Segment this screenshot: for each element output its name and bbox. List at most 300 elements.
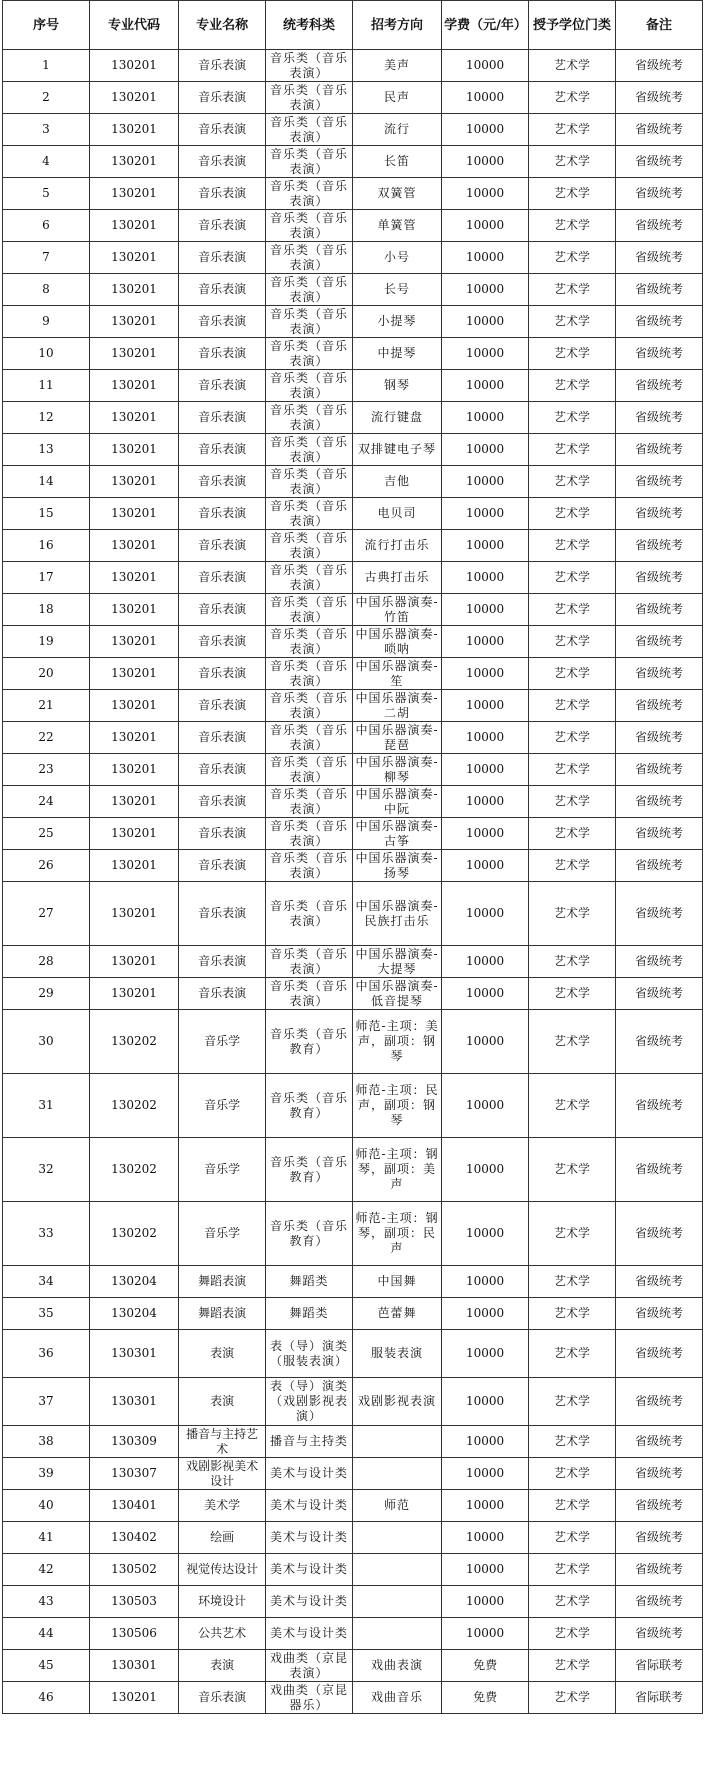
cell-degree: 艺术学 (529, 274, 616, 306)
cell-tuition: 10000 (442, 1458, 529, 1490)
cell-major-name: 音乐表演 (179, 178, 266, 210)
cell-tuition: 10000 (442, 1586, 529, 1618)
table-row (3, 1554, 703, 1586)
cell-exam-category: 音乐类（音乐表演） (266, 530, 353, 562)
cell-tuition: 10000 (442, 1426, 529, 1458)
cell-major-name: 音乐表演 (179, 242, 266, 274)
cell-remarks: 省级统考 (615, 1074, 702, 1138)
cell-direction: 民声 (352, 82, 441, 114)
cell-degree: 艺术学 (529, 306, 616, 338)
cell-degree: 艺术学 (529, 1650, 616, 1682)
cell-exam-category: 音乐类（音乐表演） (266, 466, 353, 498)
cell-exam-category: 音乐类（音乐表演） (266, 722, 353, 754)
cell-index: 42 (3, 1554, 90, 1586)
cell-index: 13 (3, 434, 90, 466)
table-row (3, 850, 703, 882)
cell-tuition: 10000 (442, 946, 529, 978)
cell-direction: 戏曲表演 (352, 1650, 441, 1682)
cell-major-name: 音乐表演 (179, 722, 266, 754)
table-row (3, 1298, 703, 1330)
cell-degree: 艺术学 (529, 818, 616, 850)
table-row (3, 1618, 703, 1650)
cell-major-name: 音乐表演 (179, 658, 266, 690)
cell-index: 37 (3, 1378, 90, 1426)
cell-exam-category: 音乐类（音乐表演） (266, 50, 353, 82)
cell-tuition: 10000 (442, 1266, 529, 1298)
cell-tuition: 10000 (442, 1378, 529, 1426)
cell-exam-category: 音乐类（音乐教育） (266, 1010, 353, 1074)
cell-degree: 艺术学 (529, 1298, 616, 1330)
cell-exam-category: 美术与设计类 (266, 1458, 353, 1490)
cell-major-name: 音乐表演 (179, 338, 266, 370)
table-row (3, 1682, 703, 1714)
cell-degree: 艺术学 (529, 1682, 616, 1714)
cell-remarks: 省级统考 (615, 1426, 702, 1458)
cell-tuition: 10000 (442, 306, 529, 338)
col-header-tuition: 学费（元/年） (442, 1, 529, 50)
cell-remarks: 省级统考 (615, 146, 702, 178)
cell-tuition: 10000 (442, 818, 529, 850)
cell-degree: 艺术学 (529, 1618, 616, 1650)
cell-remarks: 省级统考 (615, 786, 702, 818)
cell-index: 44 (3, 1618, 90, 1650)
table-row (3, 466, 703, 498)
cell-degree: 艺术学 (529, 466, 616, 498)
cell-major-name: 音乐表演 (179, 1682, 266, 1714)
col-header-direction: 招考方向 (352, 1, 441, 50)
cell-direction: 师范-主项：钢琴，副项：美声 (352, 1138, 441, 1202)
cell-major-name: 表演 (179, 1650, 266, 1682)
table-row (3, 786, 703, 818)
table-row (3, 178, 703, 210)
cell-direction: 美声 (352, 50, 441, 82)
cell-exam-category: 音乐类（音乐教育） (266, 1074, 353, 1138)
cell-index: 29 (3, 978, 90, 1010)
table-row (3, 1458, 703, 1490)
table-row (3, 402, 703, 434)
cell-direction: 双簧管 (352, 178, 441, 210)
cell-tuition: 10000 (442, 1074, 529, 1138)
cell-degree: 艺术学 (529, 530, 616, 562)
cell-major-name: 音乐表演 (179, 466, 266, 498)
cell-index: 31 (3, 1074, 90, 1138)
table-row (3, 306, 703, 338)
table-row (3, 434, 703, 466)
cell-major-code: 130201 (89, 242, 178, 274)
cell-remarks: 省级统考 (615, 274, 702, 306)
cell-direction (352, 1458, 441, 1490)
table-row (3, 210, 703, 242)
cell-direction (352, 1586, 441, 1618)
cell-major-name: 戏剧影视美术设计 (179, 1458, 266, 1490)
cell-index: 22 (3, 722, 90, 754)
cell-remarks: 省级统考 (615, 850, 702, 882)
cell-direction: 电贝司 (352, 498, 441, 530)
cell-exam-category: 音乐类（音乐表演） (266, 178, 353, 210)
cell-tuition: 10000 (442, 146, 529, 178)
cell-direction: 长号 (352, 274, 441, 306)
cell-tuition: 10000 (442, 1010, 529, 1074)
cell-degree: 艺术学 (529, 562, 616, 594)
cell-tuition: 10000 (442, 1202, 529, 1266)
cell-tuition: 10000 (442, 882, 529, 946)
cell-exam-category: 音乐类（音乐表演） (266, 562, 353, 594)
cell-major-name: 公共艺术 (179, 1618, 266, 1650)
table-row (3, 274, 703, 306)
cell-index: 32 (3, 1138, 90, 1202)
cell-remarks: 省级统考 (615, 1330, 702, 1378)
cell-direction: 中国乐器演奏-中阮 (352, 786, 441, 818)
cell-index: 45 (3, 1650, 90, 1682)
cell-degree: 艺术学 (529, 370, 616, 402)
cell-major-name: 音乐表演 (179, 818, 266, 850)
cell-index: 4 (3, 146, 90, 178)
cell-major-code: 130201 (89, 594, 178, 626)
cell-exam-category: 舞蹈类 (266, 1298, 353, 1330)
cell-major-name: 音乐表演 (179, 754, 266, 786)
cell-tuition: 10000 (442, 338, 529, 370)
cell-tuition: 10000 (442, 722, 529, 754)
cell-tuition: 10000 (442, 1490, 529, 1522)
cell-direction: 双排键电子琴 (352, 434, 441, 466)
cell-degree: 艺术学 (529, 1202, 616, 1266)
cell-index: 2 (3, 82, 90, 114)
cell-major-code: 130301 (89, 1378, 178, 1426)
cell-exam-category: 音乐类（音乐表演） (266, 594, 353, 626)
cell-remarks: 省级统考 (615, 82, 702, 114)
cell-degree: 艺术学 (529, 1522, 616, 1554)
cell-major-code: 130201 (89, 50, 178, 82)
cell-index: 15 (3, 498, 90, 530)
cell-exam-category: 音乐类（音乐表演） (266, 402, 353, 434)
table-row (3, 1522, 703, 1554)
cell-remarks: 省级统考 (615, 594, 702, 626)
cell-exam-category: 播音与主持类 (266, 1426, 353, 1458)
cell-remarks: 省级统考 (615, 978, 702, 1010)
cell-index: 9 (3, 306, 90, 338)
cell-tuition: 10000 (442, 786, 529, 818)
cell-major-code: 130201 (89, 786, 178, 818)
cell-major-name: 表演 (179, 1330, 266, 1378)
cell-major-code: 130506 (89, 1618, 178, 1650)
table-row (3, 1426, 703, 1458)
cell-direction: 中国乐器演奏-低音提琴 (352, 978, 441, 1010)
cell-major-name: 舞蹈表演 (179, 1298, 266, 1330)
cell-direction: 中国乐器演奏-二胡 (352, 690, 441, 722)
cell-tuition: 10000 (442, 114, 529, 146)
cell-major-code: 130201 (89, 498, 178, 530)
cell-major-code: 130201 (89, 178, 178, 210)
cell-exam-category: 音乐类（音乐表演） (266, 146, 353, 178)
cell-remarks: 省级统考 (615, 626, 702, 658)
cell-major-code: 130201 (89, 850, 178, 882)
cell-major-code: 130401 (89, 1490, 178, 1522)
cell-tuition: 10000 (442, 1618, 529, 1650)
cell-remarks: 省级统考 (615, 50, 702, 82)
cell-major-name: 音乐表演 (179, 434, 266, 466)
cell-index: 40 (3, 1490, 90, 1522)
cell-degree: 艺术学 (529, 690, 616, 722)
cell-direction: 中国舞 (352, 1266, 441, 1298)
cell-remarks: 省级统考 (615, 722, 702, 754)
table-row (3, 946, 703, 978)
cell-direction: 古典打击乐 (352, 562, 441, 594)
cell-major-code: 130201 (89, 978, 178, 1010)
cell-degree: 艺术学 (529, 786, 616, 818)
cell-exam-category: 音乐类（音乐表演） (266, 786, 353, 818)
cell-remarks: 省际联考 (615, 1650, 702, 1682)
cell-index: 25 (3, 818, 90, 850)
cell-degree: 艺术学 (529, 658, 616, 690)
cell-remarks: 省级统考 (615, 210, 702, 242)
cell-degree: 艺术学 (529, 82, 616, 114)
cell-index: 12 (3, 402, 90, 434)
cell-exam-category: 表（导）演类（戏剧影视表演） (266, 1378, 353, 1426)
cell-direction: 吉他 (352, 466, 441, 498)
col-header-major-name: 专业名称 (179, 1, 266, 50)
cell-exam-category: 美术与设计类 (266, 1554, 353, 1586)
admissions-table (2, 0, 703, 1714)
cell-major-code: 130402 (89, 1522, 178, 1554)
table-row (3, 1586, 703, 1618)
cell-tuition: 10000 (442, 1330, 529, 1378)
cell-remarks: 省级统考 (615, 1554, 702, 1586)
cell-major-name: 音乐表演 (179, 82, 266, 114)
cell-tuition: 10000 (442, 658, 529, 690)
cell-major-code: 130201 (89, 146, 178, 178)
cell-index: 35 (3, 1298, 90, 1330)
cell-tuition: 10000 (442, 402, 529, 434)
cell-remarks: 省级统考 (615, 754, 702, 786)
cell-tuition: 10000 (442, 1522, 529, 1554)
cell-remarks: 省级统考 (615, 882, 702, 946)
cell-major-name: 音乐表演 (179, 402, 266, 434)
cell-major-name: 绘画 (179, 1522, 266, 1554)
cell-exam-category: 音乐类（音乐表演） (266, 626, 353, 658)
cell-index: 46 (3, 1682, 90, 1714)
cell-major-code: 130201 (89, 882, 178, 946)
cell-exam-category: 美术与设计类 (266, 1522, 353, 1554)
cell-major-code: 130201 (89, 210, 178, 242)
cell-index: 23 (3, 754, 90, 786)
cell-degree: 艺术学 (529, 50, 616, 82)
cell-remarks: 省级统考 (615, 530, 702, 562)
cell-major-name: 音乐表演 (179, 850, 266, 882)
cell-degree: 艺术学 (529, 114, 616, 146)
cell-index: 33 (3, 1202, 90, 1266)
cell-index: 24 (3, 786, 90, 818)
cell-major-name: 音乐学 (179, 1138, 266, 1202)
cell-direction: 师范-主项：民声，副项：钢琴 (352, 1074, 441, 1138)
cell-tuition: 10000 (442, 50, 529, 82)
cell-major-code: 130502 (89, 1554, 178, 1586)
cell-remarks: 省级统考 (615, 1490, 702, 1522)
cell-degree: 艺术学 (529, 626, 616, 658)
cell-tuition: 10000 (442, 850, 529, 882)
cell-degree: 艺术学 (529, 1138, 616, 1202)
cell-direction: 服装表演 (352, 1330, 441, 1378)
cell-remarks: 省际联考 (615, 1682, 702, 1714)
cell-remarks: 省级统考 (615, 306, 702, 338)
cell-major-name: 音乐表演 (179, 690, 266, 722)
cell-direction: 芭蕾舞 (352, 1298, 441, 1330)
cell-index: 19 (3, 626, 90, 658)
cell-degree: 艺术学 (529, 1330, 616, 1378)
cell-direction: 中国乐器演奏-笙 (352, 658, 441, 690)
table-row (3, 242, 703, 274)
table-row (3, 818, 703, 850)
cell-direction: 中国乐器演奏-民族打击乐 (352, 882, 441, 946)
col-header-major-code: 专业代码 (89, 1, 178, 50)
table-row (3, 498, 703, 530)
cell-major-code: 130202 (89, 1010, 178, 1074)
cell-exam-category: 音乐类（音乐教育） (266, 1202, 353, 1266)
cell-degree: 艺术学 (529, 850, 616, 882)
cell-index: 43 (3, 1586, 90, 1618)
cell-remarks: 省级统考 (615, 1138, 702, 1202)
cell-direction: 流行键盘 (352, 402, 441, 434)
cell-exam-category: 音乐类（音乐表演） (266, 754, 353, 786)
cell-exam-category: 音乐类（音乐表演） (266, 658, 353, 690)
cell-remarks: 省级统考 (615, 178, 702, 210)
cell-remarks: 省级统考 (615, 1298, 702, 1330)
cell-tuition: 10000 (442, 1138, 529, 1202)
cell-degree: 艺术学 (529, 210, 616, 242)
cell-index: 18 (3, 594, 90, 626)
cell-major-code: 130202 (89, 1074, 178, 1138)
cell-degree: 艺术学 (529, 978, 616, 1010)
cell-index: 28 (3, 946, 90, 978)
cell-exam-category: 音乐类（音乐表演） (266, 882, 353, 946)
cell-major-code: 130301 (89, 1330, 178, 1378)
cell-major-code: 130201 (89, 114, 178, 146)
table-row (3, 722, 703, 754)
cell-exam-category: 音乐类（音乐表演） (266, 370, 353, 402)
cell-exam-category: 音乐类（音乐表演） (266, 82, 353, 114)
cell-direction: 中国乐器演奏-竹笛 (352, 594, 441, 626)
cell-tuition: 10000 (442, 498, 529, 530)
cell-remarks: 省级统考 (615, 1618, 702, 1650)
table-row (3, 562, 703, 594)
cell-exam-category: 美术与设计类 (266, 1618, 353, 1650)
cell-major-name: 环境设计 (179, 1586, 266, 1618)
cell-tuition: 免费 (442, 1682, 529, 1714)
cell-exam-category: 音乐类（音乐表演） (266, 850, 353, 882)
cell-major-name: 音乐表演 (179, 594, 266, 626)
table-row (3, 1490, 703, 1522)
cell-index: 20 (3, 658, 90, 690)
cell-major-code: 130201 (89, 690, 178, 722)
cell-major-name: 音乐表演 (179, 274, 266, 306)
cell-remarks: 省级统考 (615, 402, 702, 434)
cell-exam-category: 音乐类（音乐表演） (266, 242, 353, 274)
cell-tuition: 免费 (442, 1650, 529, 1682)
cell-index: 30 (3, 1010, 90, 1074)
table-row (3, 1202, 703, 1266)
cell-major-code: 130201 (89, 946, 178, 978)
cell-direction (352, 1554, 441, 1586)
cell-major-code: 130201 (89, 754, 178, 786)
cell-major-code: 130201 (89, 626, 178, 658)
cell-major-code: 130201 (89, 82, 178, 114)
cell-index: 3 (3, 114, 90, 146)
cell-major-name: 音乐表演 (179, 786, 266, 818)
table-row (3, 1138, 703, 1202)
cell-degree: 艺术学 (529, 338, 616, 370)
cell-remarks: 省级统考 (615, 1378, 702, 1426)
table-row (3, 530, 703, 562)
table-row (3, 882, 703, 946)
cell-direction: 戏曲音乐 (352, 1682, 441, 1714)
cell-major-name: 音乐表演 (179, 370, 266, 402)
cell-exam-category: 戏曲类（京昆表演） (266, 1650, 353, 1682)
cell-exam-category: 音乐类（音乐教育） (266, 1138, 353, 1202)
cell-major-code: 130202 (89, 1138, 178, 1202)
cell-index: 27 (3, 882, 90, 946)
col-header-exam-category: 统考科类 (266, 1, 353, 50)
cell-direction: 长笛 (352, 146, 441, 178)
cell-degree: 艺术学 (529, 882, 616, 946)
cell-degree: 艺术学 (529, 594, 616, 626)
cell-exam-category: 音乐类（音乐表演） (266, 210, 353, 242)
cell-major-code: 130201 (89, 306, 178, 338)
table-row (3, 1650, 703, 1682)
cell-degree: 艺术学 (529, 434, 616, 466)
col-header-index: 序号 (3, 1, 90, 50)
cell-major-name: 音乐表演 (179, 626, 266, 658)
cell-remarks: 省级统考 (615, 242, 702, 274)
cell-remarks: 省级统考 (615, 562, 702, 594)
cell-major-code: 130201 (89, 370, 178, 402)
cell-remarks: 省级统考 (615, 690, 702, 722)
cell-remarks: 省级统考 (615, 1586, 702, 1618)
cell-tuition: 10000 (442, 626, 529, 658)
table-row (3, 626, 703, 658)
cell-direction: 小提琴 (352, 306, 441, 338)
col-header-degree: 授予学位门类 (529, 1, 616, 50)
cell-major-code: 130503 (89, 1586, 178, 1618)
table-row (3, 370, 703, 402)
cell-major-code: 130307 (89, 1458, 178, 1490)
header-row (3, 1, 703, 50)
cell-tuition: 10000 (442, 178, 529, 210)
cell-major-code: 130201 (89, 722, 178, 754)
cell-index: 41 (3, 1522, 90, 1554)
cell-exam-category: 音乐类（音乐表演） (266, 306, 353, 338)
cell-major-name: 舞蹈表演 (179, 1266, 266, 1298)
cell-tuition: 10000 (442, 370, 529, 402)
table-row (3, 114, 703, 146)
cell-degree: 艺术学 (529, 1266, 616, 1298)
cell-degree: 艺术学 (529, 402, 616, 434)
cell-major-name: 音乐表演 (179, 210, 266, 242)
cell-major-code: 130202 (89, 1202, 178, 1266)
cell-index: 1 (3, 50, 90, 82)
cell-direction: 师范-主项：钢琴，副项：民声 (352, 1202, 441, 1266)
cell-direction: 中国乐器演奏-古筝 (352, 818, 441, 850)
cell-remarks: 省级统考 (615, 338, 702, 370)
cell-direction: 单簧管 (352, 210, 441, 242)
table-row (3, 754, 703, 786)
cell-tuition: 10000 (442, 562, 529, 594)
cell-degree: 艺术学 (529, 1010, 616, 1074)
table-row (3, 658, 703, 690)
cell-tuition: 10000 (442, 978, 529, 1010)
cell-direction: 中国乐器演奏-大提琴 (352, 946, 441, 978)
cell-index: 21 (3, 690, 90, 722)
cell-index: 8 (3, 274, 90, 306)
cell-degree: 艺术学 (529, 1586, 616, 1618)
